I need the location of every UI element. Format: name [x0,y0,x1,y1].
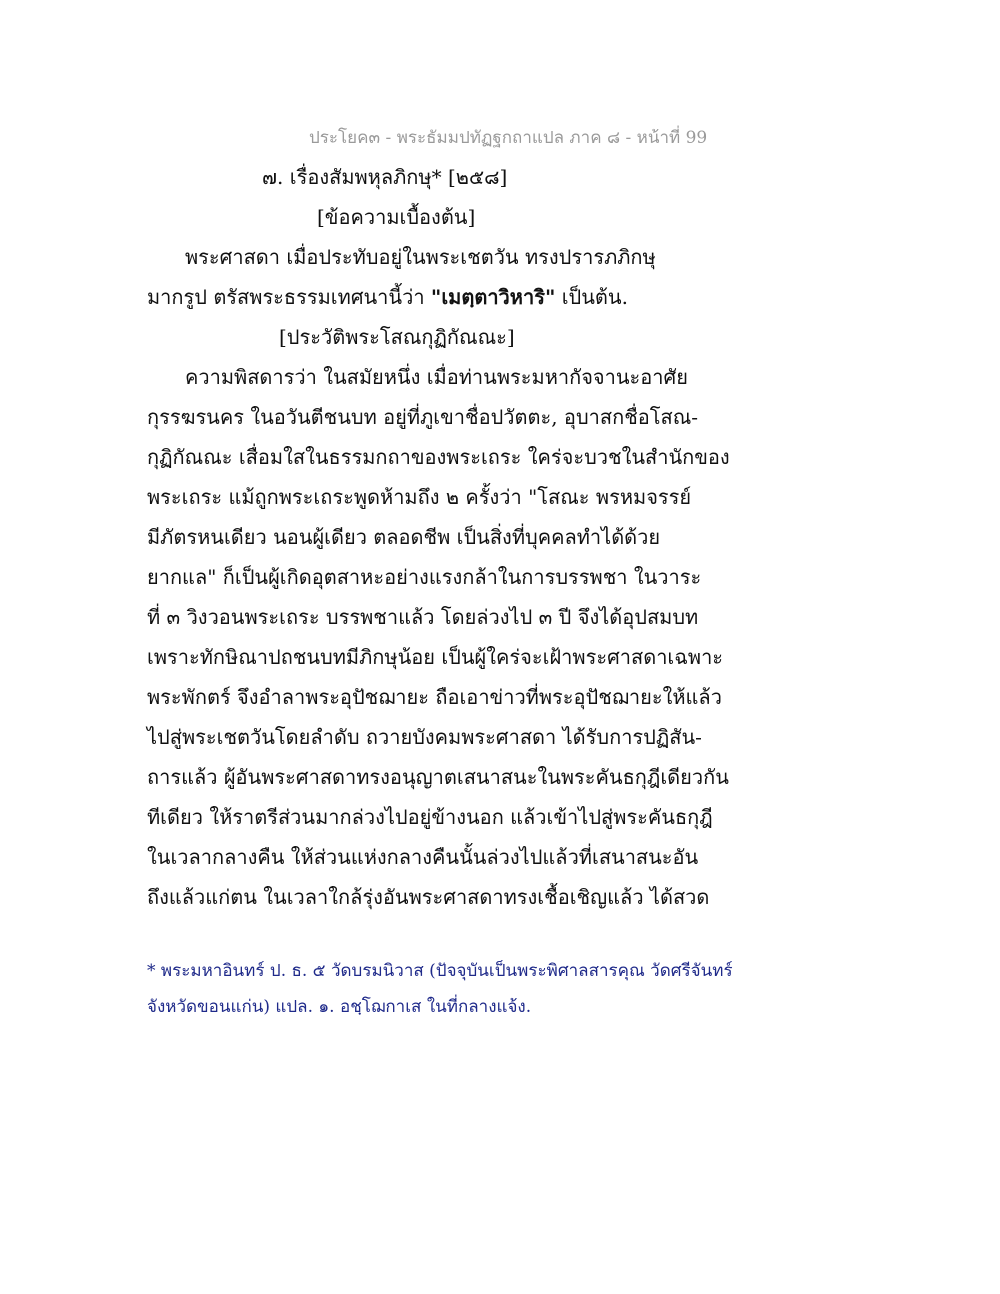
paragraph-line: กุฏิกัณณะ เสื่อมใสในธรรมกถาของพระเถระ ใคร่จะบวชในสำนักของ [147,445,730,469]
paragraph-line: มีภัตรหนเดียว นอนผู้เดียว ตลอดชีพ เป็นสิ่งที่บุคคลทำได้ด้วย [147,525,661,549]
paragraph-line: ถารแล้ว ผู้อันพระศาสดาทรงอนุญาตเสนาสนะในพระคันธกุฎีเดียวกัน [147,765,729,789]
intro-line-1: พระศาสดา เมื่อประทับอยู่ในพระเชตวัน ทรงปรารภภิกษุ [185,245,656,269]
paragraph-line: ถึงแล้วแก่ตน ในเวลาใกล้รุ่งอันพระศาสดาทรงเชื้อเชิญแล้ว ได้สวด [147,885,710,909]
intro-line-2-pre: มากรูป ตรัสพระธรรมเทศนานี้ว่า [147,285,431,309]
paragraph-line: ทีเดียว ให้ราตรีส่วนมากล่วงไปอยู่ข้างนอก แล้วเข้าไปสู่พระคันธกุฎี [147,805,713,829]
paragraph-line: ความพิสดารว่า ในสมัยหนึ่ง เมื่อท่านพระมหากัจจานะอาศัย [185,365,688,389]
intro-line-2-post: เป็นต้น. [555,285,628,309]
running-header: ประโยค๓ - พระธัมมปทัฏฐกถาแปล ภาค ๘ - หน้าที่ 99 [309,128,708,148]
intro-line-2 [147,281,628,313]
paragraph-line: พระพักตร์ จึงอำลาพระอุปัชฌายะ ถือเอาข่าวที่พระอุปัชฌายะให้แล้ว [147,685,722,709]
paragraph-line: ยากแล" ก็เป็นผู้เกิดอุตสาหะอย่างแรงกล้าในการบรรพชา ในวาระ [147,565,702,589]
footnote-line-1: * พระมหาอินทร์ ป. ธ. ๕ วัดบรมนิวาส (ปัจจุบันเป็นพระพิศาลสารคุณ วัดศรีจันทร์ [147,961,733,981]
paragraph-line: พระเถระ แม้ถูกพระเถระพูดห้ามถึง ๒ ครั้งว่า "โสณะ พรหมจรรย์ [147,485,692,509]
paragraph-line: ไปสู่พระเชตวันโดยลำดับ ถวายบังคมพระศาสดา ได้รับการปฏิสัน- [147,725,702,749]
quoted-verse-term: "เมตฺตาวิหาริ" [430,285,556,309]
footnote-line-2: จังหวัดขอนแก่น) แปล. ๑. อชฺโฌกาเส ในที่กลางแจ้ง. [147,997,532,1017]
history-heading: [ประวัติพระโสณกุฏิกัณณะ] [279,325,515,349]
paragraph-line: กุรรฆรนคร ในอวันตีชนบท อยู่ที่ภูเขาชื่อปวัตตะ, อุบาสกชื่อโสณ- [147,405,699,429]
paragraph-line: ที่ ๓ วิงวอนพระเถระ บรรพชาแล้ว โดยล่วงไป ๓ ปี จึงได้อุปสมบท [147,605,699,629]
paragraph-line: ในเวลากลางคืน ให้ส่วนแห่งกลางคืนนั้นล่วงไปแล้วที่เสนาสนะอัน [147,845,699,869]
paragraph-line: เพราะทักษิณาปถชนบทมีภิกษุน้อย เป็นผู้ใคร่จะเฝ้าพระศาสดาเฉพาะ [147,645,724,669]
story-title: ๗. เรื่องสัมพหุลภิกษุ* [๒๕๘] [262,165,508,189]
intro-heading: [ข้อความเบื้องต้น] [317,205,476,229]
